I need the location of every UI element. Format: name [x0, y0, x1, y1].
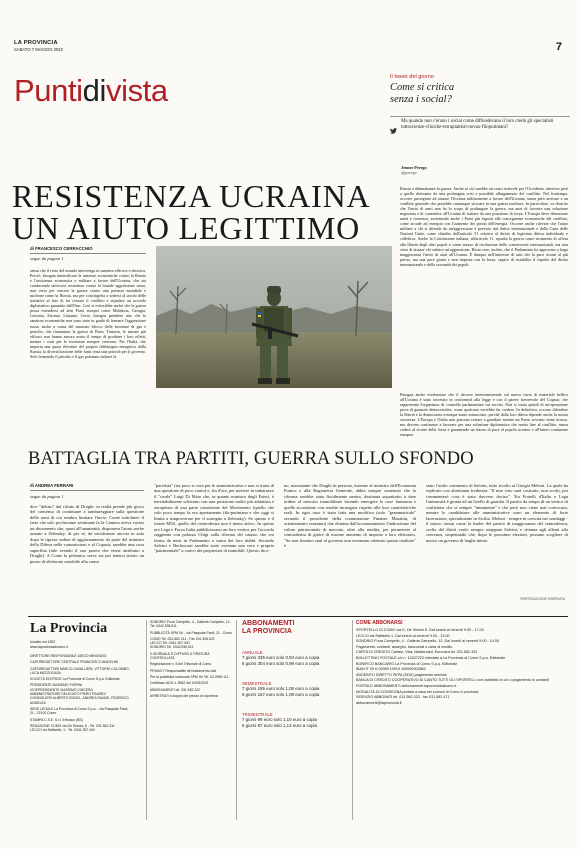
twitter-bird-icon	[390, 121, 397, 127]
paper-name: LA PROVINCIA	[14, 40, 58, 46]
footer-divider	[236, 620, 237, 820]
subs-line: 7 giorni 195 euro solo 1,08 euro a copia	[242, 686, 320, 691]
tweet-handle: @jperego	[401, 171, 417, 175]
footer-founded: fondato nel 1892	[30, 640, 56, 644]
contact-line: COMO Tel. 031.582.211 - Fax 031.526.621	[150, 636, 215, 641]
tweet-label: Il tweet del giorno	[390, 74, 434, 80]
article2-col1: dice "deluso" dal rifiuto di Draghi: in realtà prende più gioco del consenso di continuare a tambureggiare sulla questione delle armi di cui sembra limitare l'invio. Come sottolineò il fatto che solo pochissime settimane fa la Camera aveva votato un documento che, quasi all'unanimità, disponeva l'aiuto anche armato a Zelensky: di per sé, da sottolineare ancora in aula dopo le riprese sedute di aggiornamento da parte del ministro della Difesa nelle commissioni e al Copasir, sarebbe una cosa superflua (tale avendo il suo potere che viene attribuito a Draghi). A Conte la polemica serve sia per tenersi stretto un pezzo di elettorato sensibile alla causa	[30, 504, 144, 564]
how-line: SERVIZIO ABBONATI tel. 031.582.333 - fax 031.582.471	[356, 695, 450, 700]
section-title-part2: di	[82, 73, 106, 108]
credit-line: VICEPRESIDENTE MASSIMO CINCERA	[30, 687, 93, 692]
credit-line: CAPOREDATTORE CENTRALE FRANCESCO ANGELINI	[30, 660, 119, 665]
subs-line: 6 giorni 304 euro solo 0,99 euro a copia	[242, 661, 320, 666]
article2-headline: BATTAGLIA TRA PARTITI, GUERRA SULLO SFONDO	[28, 449, 474, 469]
how-line: BOLLETTINO POSTALE c/c n. 10327222 intestato a La Provincia di Como S.p.a. Editoriale	[356, 655, 506, 660]
subs-line: 7 giorni 335 euro solo 0,93 euro a copia	[242, 655, 320, 660]
tweet-headline-line2: senza i social?	[390, 94, 452, 105]
contact-line: SONDRIO Tel. 0342.535.511	[150, 645, 194, 650]
footer-divider	[352, 620, 353, 820]
footer-top-rule	[28, 616, 568, 617]
article2-col2: "pacifista" (tra poco si vota per le amministrative e non si tratta di una questione di poco conto) e, fin d'ora, per mettere in imbarazzo il "rivale" Luigi Di Maio che, in quanto ministro degli Esteri, è inevitabilmente schierato con una posizione molto più atlantista e europeista di una parte consistente del Movimento (quello che solo poco tempo fa era apertamente filo-putiniana e che oggi si limita a rimproverare per il sostegno a Zelensky). Se questo è il fronte M5S, quello del centrodestra non è meno attivo. In queste ore Lega e Forza Italia pubblicizzano un loro vertice per l'accordo raggiunto con palazzo Chigi sulla riforma del catasto che era ferma da mesi in Parlamento a causa dei loro dubbi. Secondo Salvini e Berlusconi sarebbe stato sventata una vera e propria "patrimoniale" a carico dei proprietari di immobili. Questo dico-	[154, 483, 274, 554]
footer-logo: La Provincia	[30, 621, 108, 636]
article2-col4: stato l'acido commento di Salvini, tutto rivolto ai Giorgia Meloni. La quale ha replicato con altrettanta fredtezza: "Il mio voto sarà costruito, non scritti, poi commenterò cosa è stato davvero deciso". Tra Fratelli d'Italia e Lega l'animosità è giunta ad un livello di guardia. Il partito da tempo di un vertice di coalizione che si sempre "imminente" e che però non viene mai convocato, mentre le candidature alle amministrative sono un elemento di forte lacerazione, specialmente in Sicilia. Meloni - sempre in crescita nei sondaggi - il nuovo ormai come la leader del partito di maggioranza del centrodestra, scelto del diritti vuole sempre strappata Salvini, e chiama agli alleati alla coerenza, sospettando che, dopo le prossime elezioni, possano scegliere di nuovo un governo di larghe intese.	[426, 483, 568, 543]
contact-line: SONDRIO P.zza Campello, 4 - Galleria Campello, 12 - Tel. 0342.535.511	[150, 620, 232, 629]
contact-line: Per la pubblicità nazionale SPM Srl Tel. 02.4959.111	[150, 674, 229, 679]
footer-divider	[146, 620, 147, 820]
credit-line: DIRETTORE RESPONSABILE DIEGO MINONZIO	[30, 654, 107, 658]
footer-contacts	[150, 620, 232, 698]
footer-website[interactable]: www.laprovinciadicomo.it	[30, 645, 68, 649]
how-line[interactable]: abbonamenti@laprovincia.it	[356, 700, 402, 705]
tweet-author: Jenner Perego	[401, 165, 427, 170]
section-title-part3: vista	[106, 73, 168, 108]
credit-line: REDAZIONE COMO via De Simoni, 6 - Tel. 031.582.311	[30, 723, 115, 728]
contact-line: PUBBLICITÀ SPM Srl - via Pasquale Paoli, 21 - Como	[150, 630, 232, 635]
article1-headline	[12, 180, 452, 244]
how-line: Pagamento: contanti, assegno, bancomat o carta di credito	[356, 644, 453, 649]
byline2-divider	[30, 490, 144, 491]
section-title-part1: Punti	[14, 73, 83, 108]
credit-line: PRESIDENTE MASSIMO FIORINI	[30, 683, 82, 688]
subs-line: 6 giorni 167 euro solo 1,08 euro a copia	[242, 692, 320, 697]
article1-col3: Bisogna anche evidenziare che il decreto interministeriale sul nuovo invio di materiale bellico all'Ucraina è stato secretato in conformità alla legge e con il parere favorevole del Copasir, che rappresenta l'organismo di controllo parlamentare sui servizi. Non si tratta quindi di un'operazione priva di garanzie democratiche, come qualcuno vorrebbe far credere. In definitiva, occorre difendere la libertà e la democrazia ovunque siano minacciate, perché dalla loro difesa dipende anche la nostra sicurezza. L'Europa e l'Italia non possono restare a guardare mentre un Paese sovrano viene invaso, ma devono continuare a lavorare per una soluzione diplomatica che metta fine al conflitto, senza cedere al ricatto della forza e garantendo un futuro di pace al popolo ucraino e all'intero continente europeo.	[400, 392, 568, 438]
contact-line: LECCO Tel. 0341.357.400	[150, 641, 190, 646]
article2-col3: no, nonostante che Draghi in persona, insieme al ministro dell'Economia Franco e alla Ragioneria Generale, abbia sempre sostenuto che la riforma sarebbe stata fiscalmente neutra, destinata soprattutto a dare ordine al mercato immobiliare facendo emergere le case fantasma e quelle accatastate con rendite incongrue rispetto alle loro caratteristiche reali. In ogni caso è stata fatta una modifica (solo "grammaticale" secondo il presidente della commissione Finanze Marattin, di orientamento renziano) che elimina dall'accatastamento l'indicazione del valore patrimoniale di mercato, oltre alla rendita, per permettere al centrodestra di gioire di esserne aumento di imposte a loro elettorato. "Se non fossimo stati al governo non avremmo ottenuto questo risultato" è	[284, 483, 416, 548]
credit-line: LECCO via Raffaello, 1 - Tel. 0341.357.400	[30, 728, 95, 733]
how-line: BONIFICO BANCARIO La Provincia di Como S.p.a. Editoriale	[356, 661, 458, 666]
tweet-box	[390, 74, 570, 154]
contact-line: Certificato ADS n. 8962 del 10/05/2021	[150, 681, 209, 686]
how-line: BANCA DI CREDITO COOPERATIVO DI CANTÙ TUTTI GLI SPORTELLI con addebito in c/c o pagamento in contanti	[356, 678, 549, 683]
subs-title-line2: LA PROVINCIA	[242, 628, 292, 635]
how-title: COME ABBONARSI	[356, 620, 403, 626]
article2-copyright: ©RIPRODUZIONE RISERVATA	[520, 597, 565, 601]
byline-divider	[30, 253, 146, 254]
how-line: SPORTELLO DI COMO via G. De Simoni 6. Dal lunedì al venerdì 9.00 - 17.00	[356, 628, 484, 632]
soldier-photo	[156, 246, 392, 388]
contact-line: ABBONAMENTI tel. 031.582.222	[150, 687, 200, 692]
article1-col1: senza che il resto del mondo intervenga in maniera efficace e decisiva. Perciò, bisogna intensificare le sanzioni economiche contro la Russia e l'assistenza economica e militare a favore dell'Ucraina, che sta conducendo un'eroica resistenza contro la brutale aggressione russa, non certo per vincere la guerra contro una potenza mondiale e nucleare come la Russia, ma per costringerla a sedersi al tavolo delle trattative al fine di far cessare il conflitto e stipulare un accordo diplomatico garantito dall'Onu. Così si eviterebbe anche che la guerra possa estendersi ad altri Paesi europei come Moldavia, Georgia, Lettonia, Estonia, Lituania. Certo, bisogna prendere atto che le sanzioni economiche non sono state in grado di fermare l'aggressione russa, anche a causa del mancato blocco delle forniture di gas e petrolio, che finanziano la guerra di Putin. Tuttavia, le misure più efficaci non hanno ancora avuto il tempo di produrre i loro effetti, mentre i costi per le economie europee crescono. Per l'Italia, che importa una quota rilevante del proprio fabbisogno energetico dalla Russia, la diversificazione delle fonti resta una priorità per il governo. Solo fermando il petrolio e il gas potranno indurre la	[30, 268, 146, 359]
article1-headline-line2: UN AIUTO LEGITTIMO	[12, 210, 360, 246]
credit-line: SEDE LEGALE La Provincia di Como S.p.a. - via Pasquale Paoli, 21 - 22100 Como	[30, 706, 129, 716]
how-line: MODALITÀ DI CONSEGNA portata a casa nei comuni di Como e provincia	[356, 689, 479, 694]
how-line: CARTA DI CREDITO Cartasì, Visa, Mastercard, Eurocard tel. 031.582.333	[356, 650, 478, 655]
subscriptions-box	[242, 620, 350, 729]
masthead	[14, 40, 566, 60]
how-line: IBAN IT 09 K 03069 10910 100000002863	[356, 667, 426, 672]
article1-continuation: segue da pagina 1	[30, 256, 64, 261]
tweet-headline-line1: Come si critica	[390, 82, 455, 93]
article1-headline-line1: RESISTENZA UCRAINA	[12, 178, 371, 214]
tweet-text: Ma quando non c'erano i social come diffondevano il loro credo gli specialisti tuttoscienze-cliniche-terrapiattisti-novax-filoputiniani?	[401, 119, 554, 131]
subs-group-label: ANNUALE	[242, 650, 263, 655]
how-line: LECCO via Raffaello 1. Dal lunedì al venerdì 9.00 - 13.00	[356, 633, 450, 638]
subs-title-line1: ABBONAMENTI	[242, 620, 295, 627]
how-line[interactable]: PORTALE ABBONAMENTI abbonamenti.laprovinciadicomo.it	[356, 683, 457, 688]
issue-date: SABATO 7 MAGGIO 2022	[14, 47, 63, 52]
how-line: ADDEBITO DIRETTO SEPA (SDD) pagamento mensile	[356, 672, 447, 677]
how-to-subscribe	[356, 620, 568, 706]
article1-col2: Russia a abbandonare la guerra. Anche se ciò sarebbe un costo notevole per l'Occidente, inferiore però a quello derivante da una prolungata crisi e possibile allargamento del conflitto. Nel frattempo, occorre proseguire ad aiutare l'Ucraina militarmente a favore dell'Ucraina, senza però arrivare a un conflitto generale che potrebbe comunque sfociare in una guerra nucleare. In particolare, va chiarito che l'invio di armi non ha lo scopo di prolungare la guerra, ma anzi di favorire una soluzione negoziata e di consentire all'Ucraina di trattare da una posizione di forza. L'Europa deve dimostrare unità e coerenza, sostenendo anche i Paesi più esposti alle conseguenze economiche del conflitto, come accade ad esempio con l'aumento dei prezzi dell'energia. Occorre anche rilevare che l'aiuto militare a chi si difende da un'aggressione è previsto dal diritto internazionale e dalla Carta delle Nazioni Unite, come ribadito dall'articolo 51 relativo al diritto di legittima difesa individuale e collettiva. Anche la Costituzione italiana, all'articolo 11, ripudia la guerra come strumento di offesa alla libertà degli altri popoli e come mezzo di risoluzione delle controversie internazionali, ma non vieta di aiutare chi subisce un'aggressione. Resta vero, inoltre, che il Parlamento ha approvato a larga maggioranza l'invio di aiuti all'Ucraina. È dunque nell'interesse di tutti che la pace ritorni al più presto, ma una pace giusta e non imposta con la forza, capace di ristabilire il rispetto del diritto internazionale e della sovranità dei popoli.	[400, 186, 568, 267]
subs-group-label: TRIMESTRALE	[242, 712, 273, 717]
page-number: 7	[555, 41, 562, 53]
article2-byline: di ANDREA FERRARI	[30, 483, 74, 488]
subs-line: 6 giorni 87 euro solo 1,13 euro a copia	[242, 723, 317, 728]
article1-byline: di FRANCESCO CERRACCHIO	[30, 246, 93, 251]
contact-line: PRIVACY Responsabile del trattamento dati	[150, 668, 217, 673]
credit-line: AMMINISTRATORE DELEGATO PIERO PINARDI	[30, 692, 106, 697]
article2-continuation: segue da pagina 1	[30, 494, 64, 499]
tweet-divider	[390, 116, 570, 117]
credit-line: STAMPA C.S.E. S.r.l. Erbusco (BS)	[30, 717, 83, 722]
subs-group-label: SEMESTRALE	[242, 681, 272, 686]
contact-line: Il GIORNALE È DIFFUSO A TIRATURA CONTROLLATA	[150, 651, 210, 661]
section-title	[14, 74, 168, 108]
subs-line: 7 giorni 99 euro solo 1,10 euro a copia	[242, 717, 317, 722]
contact-line: ARRETRATI il doppio del prezzo di copertina	[150, 693, 218, 698]
footer-credits	[30, 654, 130, 732]
credit-line: CAPOREDATTORI MARCO CAVALLIERI, VITTORIO COLOMBO, LUCA MEZZOCASA	[30, 666, 130, 675]
credit-line: SOCIETÀ EDITRICE La Provincia di Como S.p.a. Editoriale	[30, 677, 120, 682]
credit-line: CONSIGLIERI ALBERTO ENGEL, ANDREA RAVASI, FEDERICO ANGELINI	[30, 696, 129, 705]
contact-line: Registrazione n. 5 del Tribunale di Como	[150, 662, 212, 667]
how-line: SONDRIO P.zza Campello, 4 - Galleria Campello, 12. Dal lunedì al venerdì 9.00 - 14.00	[356, 639, 499, 644]
